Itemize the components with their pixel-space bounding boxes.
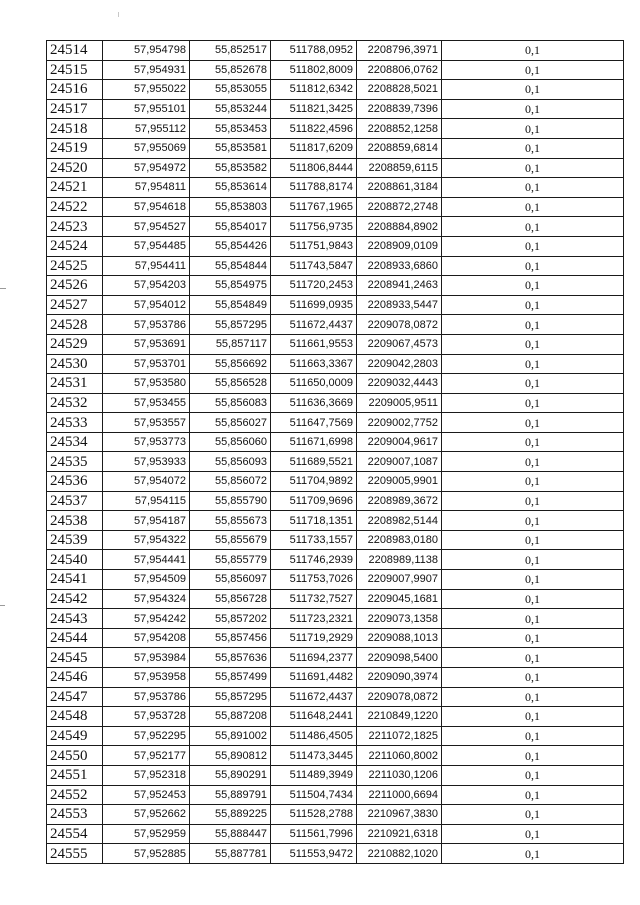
- y-coordinate-cell: 2209090,3974: [357, 668, 442, 688]
- longitude-cell: 55,852678: [190, 60, 271, 80]
- latitude-cell: 57,953701: [103, 354, 190, 374]
- accuracy-cell: 0,1: [442, 197, 624, 217]
- longitude-cell: 55,889791: [190, 785, 271, 805]
- latitude-cell: 57,954485: [103, 236, 190, 256]
- latitude-cell: 57,955112: [103, 119, 190, 139]
- latitude-cell: 57,954324: [103, 589, 190, 609]
- x-coordinate-cell: 511812,6342: [271, 80, 357, 100]
- y-coordinate-cell: 2208941,2463: [357, 276, 442, 296]
- table-row: [47, 746, 624, 766]
- table-row: [47, 413, 624, 433]
- longitude-cell: 55,853244: [190, 99, 271, 119]
- x-coordinate-cell: 511650,0009: [271, 374, 357, 394]
- point-number-cell: 24548: [47, 707, 103, 727]
- accuracy-cell: 0,1: [442, 432, 624, 452]
- y-coordinate-cell: 2209005,9901: [357, 472, 442, 492]
- coordinates-table: [46, 40, 624, 864]
- longitude-cell: 55,857636: [190, 648, 271, 668]
- point-number-cell: 24518: [47, 119, 103, 139]
- y-coordinate-cell: 2208828,5021: [357, 80, 442, 100]
- y-coordinate-cell: 2209002,7752: [357, 413, 442, 433]
- latitude-cell: 57,954203: [103, 276, 190, 296]
- latitude-cell: 57,954798: [103, 41, 190, 61]
- x-coordinate-cell: 511822,4596: [271, 119, 357, 139]
- table-row: [47, 217, 624, 237]
- point-number-cell: 24544: [47, 628, 103, 648]
- latitude-cell: 57,955101: [103, 99, 190, 119]
- longitude-cell: 55,889225: [190, 805, 271, 825]
- latitude-cell: 57,955022: [103, 80, 190, 100]
- accuracy-cell: 0,1: [442, 99, 624, 119]
- x-coordinate-cell: 511718,1351: [271, 511, 357, 531]
- latitude-cell: 57,953691: [103, 334, 190, 354]
- x-coordinate-cell: 511806,8444: [271, 158, 357, 178]
- table-row: [47, 119, 624, 139]
- y-coordinate-cell: 2209032,4443: [357, 374, 442, 394]
- longitude-cell: 55,854975: [190, 276, 271, 296]
- y-coordinate-cell: 2211072,1825: [357, 726, 442, 746]
- scan-edge-mark: [0, 605, 5, 606]
- accuracy-cell: 0,1: [442, 119, 624, 139]
- point-number-cell: 24525: [47, 256, 103, 276]
- y-coordinate-cell: 2210921,6318: [357, 824, 442, 844]
- accuracy-cell: 0,1: [442, 41, 624, 61]
- latitude-cell: 57,953786: [103, 315, 190, 335]
- point-number-cell: 24519: [47, 138, 103, 158]
- table-row: [47, 197, 624, 217]
- table-row: [47, 844, 624, 864]
- table-row: [47, 334, 624, 354]
- x-coordinate-cell: 511746,2939: [271, 550, 357, 570]
- point-number-cell: 24553: [47, 805, 103, 825]
- table-row: [47, 236, 624, 256]
- x-coordinate-cell: 511689,5521: [271, 452, 357, 472]
- y-coordinate-cell: 2208909,0109: [357, 236, 442, 256]
- longitude-cell: 55,853055: [190, 80, 271, 100]
- point-number-cell: 24517: [47, 99, 103, 119]
- x-coordinate-cell: 511743,5847: [271, 256, 357, 276]
- x-coordinate-cell: 511751,9843: [271, 236, 357, 256]
- table-row: [47, 432, 624, 452]
- accuracy-cell: 0,1: [442, 687, 624, 707]
- table-row: [47, 824, 624, 844]
- table-row: [47, 491, 624, 511]
- accuracy-cell: 0,1: [442, 80, 624, 100]
- y-coordinate-cell: 2209004,9617: [357, 432, 442, 452]
- x-coordinate-cell: 511699,0935: [271, 295, 357, 315]
- table-row: [47, 41, 624, 61]
- table-row: [47, 765, 624, 785]
- accuracy-cell: 0,1: [442, 413, 624, 433]
- point-number-cell: 24515: [47, 60, 103, 80]
- table-row: [47, 80, 624, 100]
- longitude-cell: 55,857456: [190, 628, 271, 648]
- latitude-cell: 57,954618: [103, 197, 190, 217]
- accuracy-cell: 0,1: [442, 648, 624, 668]
- x-coordinate-cell: 511732,7527: [271, 589, 357, 609]
- y-coordinate-cell: 2208806,0762: [357, 60, 442, 80]
- latitude-cell: 57,953728: [103, 707, 190, 727]
- longitude-cell: 55,890291: [190, 765, 271, 785]
- latitude-cell: 57,953933: [103, 452, 190, 472]
- longitude-cell: 55,855679: [190, 530, 271, 550]
- x-coordinate-cell: 511802,8009: [271, 60, 357, 80]
- latitude-cell: 57,954527: [103, 217, 190, 237]
- longitude-cell: 55,857295: [190, 315, 271, 335]
- point-number-cell: 24554: [47, 824, 103, 844]
- x-coordinate-cell: 511767,1965: [271, 197, 357, 217]
- point-number-cell: 24516: [47, 80, 103, 100]
- accuracy-cell: 0,1: [442, 844, 624, 864]
- latitude-cell: 57,953958: [103, 668, 190, 688]
- latitude-cell: 57,954187: [103, 511, 190, 531]
- accuracy-cell: 0,1: [442, 805, 624, 825]
- latitude-cell: 57,954441: [103, 550, 190, 570]
- longitude-cell: 55,856728: [190, 589, 271, 609]
- y-coordinate-cell: 2209098,5400: [357, 648, 442, 668]
- x-coordinate-cell: 511553,9472: [271, 844, 357, 864]
- point-number-cell: 24523: [47, 217, 103, 237]
- point-number-cell: 24535: [47, 452, 103, 472]
- longitude-cell: 55,887208: [190, 707, 271, 727]
- point-number-cell: 24528: [47, 315, 103, 335]
- y-coordinate-cell: 2208859,6115: [357, 158, 442, 178]
- accuracy-cell: 0,1: [442, 609, 624, 629]
- point-number-cell: 24540: [47, 550, 103, 570]
- point-number-cell: 24527: [47, 295, 103, 315]
- latitude-cell: 57,952318: [103, 765, 190, 785]
- longitude-cell: 55,857499: [190, 668, 271, 688]
- table-row: [47, 726, 624, 746]
- latitude-cell: 57,954242: [103, 609, 190, 629]
- table-row: [47, 687, 624, 707]
- accuracy-cell: 0,1: [442, 217, 624, 237]
- table-row: [47, 648, 624, 668]
- table-row: [47, 628, 624, 648]
- table-row: [47, 452, 624, 472]
- x-coordinate-cell: 511661,9553: [271, 334, 357, 354]
- y-coordinate-cell: 2208839,7396: [357, 99, 442, 119]
- latitude-cell: 57,953773: [103, 432, 190, 452]
- accuracy-cell: 0,1: [442, 374, 624, 394]
- scan-edge-mark: [0, 288, 6, 289]
- longitude-cell: 55,856692: [190, 354, 271, 374]
- longitude-cell: 55,853803: [190, 197, 271, 217]
- table-row: [47, 511, 624, 531]
- point-number-cell: 24541: [47, 570, 103, 590]
- latitude-cell: 57,954072: [103, 472, 190, 492]
- y-coordinate-cell: 2210967,3830: [357, 805, 442, 825]
- longitude-cell: 55,854017: [190, 217, 271, 237]
- table-row: [47, 609, 624, 629]
- latitude-cell: 57,953786: [103, 687, 190, 707]
- x-coordinate-cell: 511723,2321: [271, 609, 357, 629]
- point-number-cell: 24530: [47, 354, 103, 374]
- accuracy-cell: 0,1: [442, 334, 624, 354]
- longitude-cell: 55,890812: [190, 746, 271, 766]
- longitude-cell: 55,852517: [190, 41, 271, 61]
- table-row: [47, 668, 624, 688]
- y-coordinate-cell: 2208989,1138: [357, 550, 442, 570]
- point-number-cell: 24533: [47, 413, 103, 433]
- longitude-cell: 55,856083: [190, 393, 271, 413]
- y-coordinate-cell: 2208861,3184: [357, 178, 442, 198]
- longitude-cell: 55,856097: [190, 570, 271, 590]
- table-row: [47, 374, 624, 394]
- accuracy-cell: 0,1: [442, 530, 624, 550]
- point-number-cell: 24514: [47, 41, 103, 61]
- point-number-cell: 24522: [47, 197, 103, 217]
- point-number-cell: 24551: [47, 765, 103, 785]
- y-coordinate-cell: 2208884,8902: [357, 217, 442, 237]
- latitude-cell: 57,953580: [103, 374, 190, 394]
- point-number-cell: 24521: [47, 178, 103, 198]
- point-number-cell: 24529: [47, 334, 103, 354]
- y-coordinate-cell: 2208983,0180: [357, 530, 442, 550]
- point-number-cell: 24532: [47, 393, 103, 413]
- point-number-cell: 24538: [47, 511, 103, 531]
- latitude-cell: 57,954972: [103, 158, 190, 178]
- latitude-cell: 57,953557: [103, 413, 190, 433]
- point-number-cell: 24536: [47, 472, 103, 492]
- accuracy-cell: 0,1: [442, 295, 624, 315]
- point-number-cell: 24549: [47, 726, 103, 746]
- accuracy-cell: 0,1: [442, 60, 624, 80]
- x-coordinate-cell: 511691,4482: [271, 668, 357, 688]
- table-row: [47, 315, 624, 335]
- point-number-cell: 24545: [47, 648, 103, 668]
- accuracy-cell: 0,1: [442, 158, 624, 178]
- accuracy-cell: 0,1: [442, 138, 624, 158]
- latitude-cell: 57,952959: [103, 824, 190, 844]
- y-coordinate-cell: 2208872,2748: [357, 197, 442, 217]
- longitude-cell: 55,855779: [190, 550, 271, 570]
- table-row: [47, 276, 624, 296]
- x-coordinate-cell: 511663,3367: [271, 354, 357, 374]
- accuracy-cell: 0,1: [442, 491, 624, 511]
- table-row: [47, 354, 624, 374]
- point-number-cell: 24543: [47, 609, 103, 629]
- x-coordinate-cell: 511720,2453: [271, 276, 357, 296]
- accuracy-cell: 0,1: [442, 707, 624, 727]
- y-coordinate-cell: 2208933,6860: [357, 256, 442, 276]
- table-row: [47, 589, 624, 609]
- coordinates-table-body: [47, 41, 624, 864]
- longitude-cell: 55,856528: [190, 374, 271, 394]
- accuracy-cell: 0,1: [442, 511, 624, 531]
- longitude-cell: 55,853582: [190, 158, 271, 178]
- table-row: [47, 393, 624, 413]
- accuracy-cell: 0,1: [442, 746, 624, 766]
- accuracy-cell: 0,1: [442, 765, 624, 785]
- point-number-cell: 24546: [47, 668, 103, 688]
- y-coordinate-cell: 2209078,0872: [357, 687, 442, 707]
- accuracy-cell: 0,1: [442, 550, 624, 570]
- point-number-cell: 24531: [47, 374, 103, 394]
- point-number-cell: 24555: [47, 844, 103, 864]
- longitude-cell: 55,887781: [190, 844, 271, 864]
- longitude-cell: 55,856060: [190, 432, 271, 452]
- accuracy-cell: 0,1: [442, 472, 624, 492]
- table-row: [47, 158, 624, 178]
- latitude-cell: 57,954811: [103, 178, 190, 198]
- latitude-cell: 57,954115: [103, 491, 190, 511]
- x-coordinate-cell: 511719,2929: [271, 628, 357, 648]
- accuracy-cell: 0,1: [442, 824, 624, 844]
- x-coordinate-cell: 511733,1557: [271, 530, 357, 550]
- table-row: [47, 178, 624, 198]
- longitude-cell: 55,853453: [190, 119, 271, 139]
- latitude-cell: 57,952885: [103, 844, 190, 864]
- y-coordinate-cell: 2208989,3672: [357, 491, 442, 511]
- accuracy-cell: 0,1: [442, 628, 624, 648]
- latitude-cell: 57,954208: [103, 628, 190, 648]
- y-coordinate-cell: 2208933,5447: [357, 295, 442, 315]
- y-coordinate-cell: 2210849,1220: [357, 707, 442, 727]
- longitude-cell: 55,854849: [190, 295, 271, 315]
- longitude-cell: 55,855673: [190, 511, 271, 531]
- x-coordinate-cell: 511694,2377: [271, 648, 357, 668]
- latitude-cell: 57,952662: [103, 805, 190, 825]
- y-coordinate-cell: 2211060,8002: [357, 746, 442, 766]
- table-row: [47, 707, 624, 727]
- longitude-cell: 55,857295: [190, 687, 271, 707]
- longitude-cell: 55,853614: [190, 178, 271, 198]
- table-row: [47, 805, 624, 825]
- longitude-cell: 55,856027: [190, 413, 271, 433]
- latitude-cell: 57,954322: [103, 530, 190, 550]
- x-coordinate-cell: 511504,7434: [271, 785, 357, 805]
- longitude-cell: 55,854844: [190, 256, 271, 276]
- y-coordinate-cell: 2209088,1013: [357, 628, 442, 648]
- x-coordinate-cell: 511672,4437: [271, 687, 357, 707]
- table-row: [47, 99, 624, 119]
- x-coordinate-cell: 511709,9696: [271, 491, 357, 511]
- x-coordinate-cell: 511672,4437: [271, 315, 357, 335]
- y-coordinate-cell: 2209007,9907: [357, 570, 442, 590]
- table-row: [47, 550, 624, 570]
- point-number-cell: 24520: [47, 158, 103, 178]
- point-number-cell: 24537: [47, 491, 103, 511]
- table-row: [47, 785, 624, 805]
- latitude-cell: 57,952453: [103, 785, 190, 805]
- x-coordinate-cell: 511561,7996: [271, 824, 357, 844]
- accuracy-cell: 0,1: [442, 276, 624, 296]
- table-row: [47, 530, 624, 550]
- y-coordinate-cell: 2209005,9511: [357, 393, 442, 413]
- accuracy-cell: 0,1: [442, 354, 624, 374]
- latitude-cell: 57,954931: [103, 60, 190, 80]
- table-row: [47, 570, 624, 590]
- longitude-cell: 55,856093: [190, 452, 271, 472]
- latitude-cell: 57,953984: [103, 648, 190, 668]
- x-coordinate-cell: 511648,2441: [271, 707, 357, 727]
- y-coordinate-cell: 2208859,6814: [357, 138, 442, 158]
- y-coordinate-cell: 2208982,5144: [357, 511, 442, 531]
- y-coordinate-cell: 2209073,1358: [357, 609, 442, 629]
- x-coordinate-cell: 511636,3669: [271, 393, 357, 413]
- point-number-cell: 24534: [47, 432, 103, 452]
- latitude-cell: 57,954411: [103, 256, 190, 276]
- point-number-cell: 24552: [47, 785, 103, 805]
- x-coordinate-cell: 511528,2788: [271, 805, 357, 825]
- accuracy-cell: 0,1: [442, 452, 624, 472]
- x-coordinate-cell: 511486,4505: [271, 726, 357, 746]
- longitude-cell: 55,888447: [190, 824, 271, 844]
- accuracy-cell: 0,1: [442, 178, 624, 198]
- x-coordinate-cell: 511753,7026: [271, 570, 357, 590]
- accuracy-cell: 0,1: [442, 315, 624, 335]
- accuracy-cell: 0,1: [442, 668, 624, 688]
- point-number-cell: 24547: [47, 687, 103, 707]
- y-coordinate-cell: 2209078,0872: [357, 315, 442, 335]
- table-row: [47, 472, 624, 492]
- x-coordinate-cell: 511473,3445: [271, 746, 357, 766]
- x-coordinate-cell: 511489,3949: [271, 765, 357, 785]
- table-row: [47, 295, 624, 315]
- table-row: [47, 60, 624, 80]
- y-coordinate-cell: 2209067,4573: [357, 334, 442, 354]
- point-number-cell: 24550: [47, 746, 103, 766]
- x-coordinate-cell: 511647,7569: [271, 413, 357, 433]
- point-number-cell: 24539: [47, 530, 103, 550]
- x-coordinate-cell: 511788,8174: [271, 178, 357, 198]
- x-coordinate-cell: 511704,9892: [271, 472, 357, 492]
- latitude-cell: 57,954509: [103, 570, 190, 590]
- y-coordinate-cell: 2209045,1681: [357, 589, 442, 609]
- x-coordinate-cell: 511788,0952: [271, 41, 357, 61]
- longitude-cell: 55,855790: [190, 491, 271, 511]
- latitude-cell: 57,953455: [103, 393, 190, 413]
- longitude-cell: 55,854426: [190, 236, 271, 256]
- accuracy-cell: 0,1: [442, 236, 624, 256]
- point-number-cell: 24526: [47, 276, 103, 296]
- accuracy-cell: 0,1: [442, 570, 624, 590]
- table-row: [47, 138, 624, 158]
- latitude-cell: 57,954012: [103, 295, 190, 315]
- x-coordinate-cell: 511671,6998: [271, 432, 357, 452]
- point-number-cell: 24542: [47, 589, 103, 609]
- longitude-cell: 55,857117: [190, 334, 271, 354]
- accuracy-cell: 0,1: [442, 785, 624, 805]
- table-row: [47, 256, 624, 276]
- latitude-cell: 57,952177: [103, 746, 190, 766]
- latitude-cell: 57,952295: [103, 726, 190, 746]
- longitude-cell: 55,853581: [190, 138, 271, 158]
- y-coordinate-cell: 2210882,1020: [357, 844, 442, 864]
- accuracy-cell: 0,1: [442, 393, 624, 413]
- accuracy-cell: 0,1: [442, 256, 624, 276]
- latitude-cell: 57,955069: [103, 138, 190, 158]
- y-coordinate-cell: 2208852,1258: [357, 119, 442, 139]
- x-coordinate-cell: 511817,6209: [271, 138, 357, 158]
- scan-edge-mark: [118, 12, 119, 17]
- longitude-cell: 55,856072: [190, 472, 271, 492]
- y-coordinate-cell: 2211030,1206: [357, 765, 442, 785]
- x-coordinate-cell: 511821,3425: [271, 99, 357, 119]
- point-number-cell: 24524: [47, 236, 103, 256]
- longitude-cell: 55,891002: [190, 726, 271, 746]
- accuracy-cell: 0,1: [442, 726, 624, 746]
- accuracy-cell: 0,1: [442, 589, 624, 609]
- y-coordinate-cell: 2211000,6694: [357, 785, 442, 805]
- longitude-cell: 55,857202: [190, 609, 271, 629]
- y-coordinate-cell: 2209042,2803: [357, 354, 442, 374]
- y-coordinate-cell: 2209007,1087: [357, 452, 442, 472]
- x-coordinate-cell: 511756,9735: [271, 217, 357, 237]
- y-coordinate-cell: 2208796,3971: [357, 41, 442, 61]
